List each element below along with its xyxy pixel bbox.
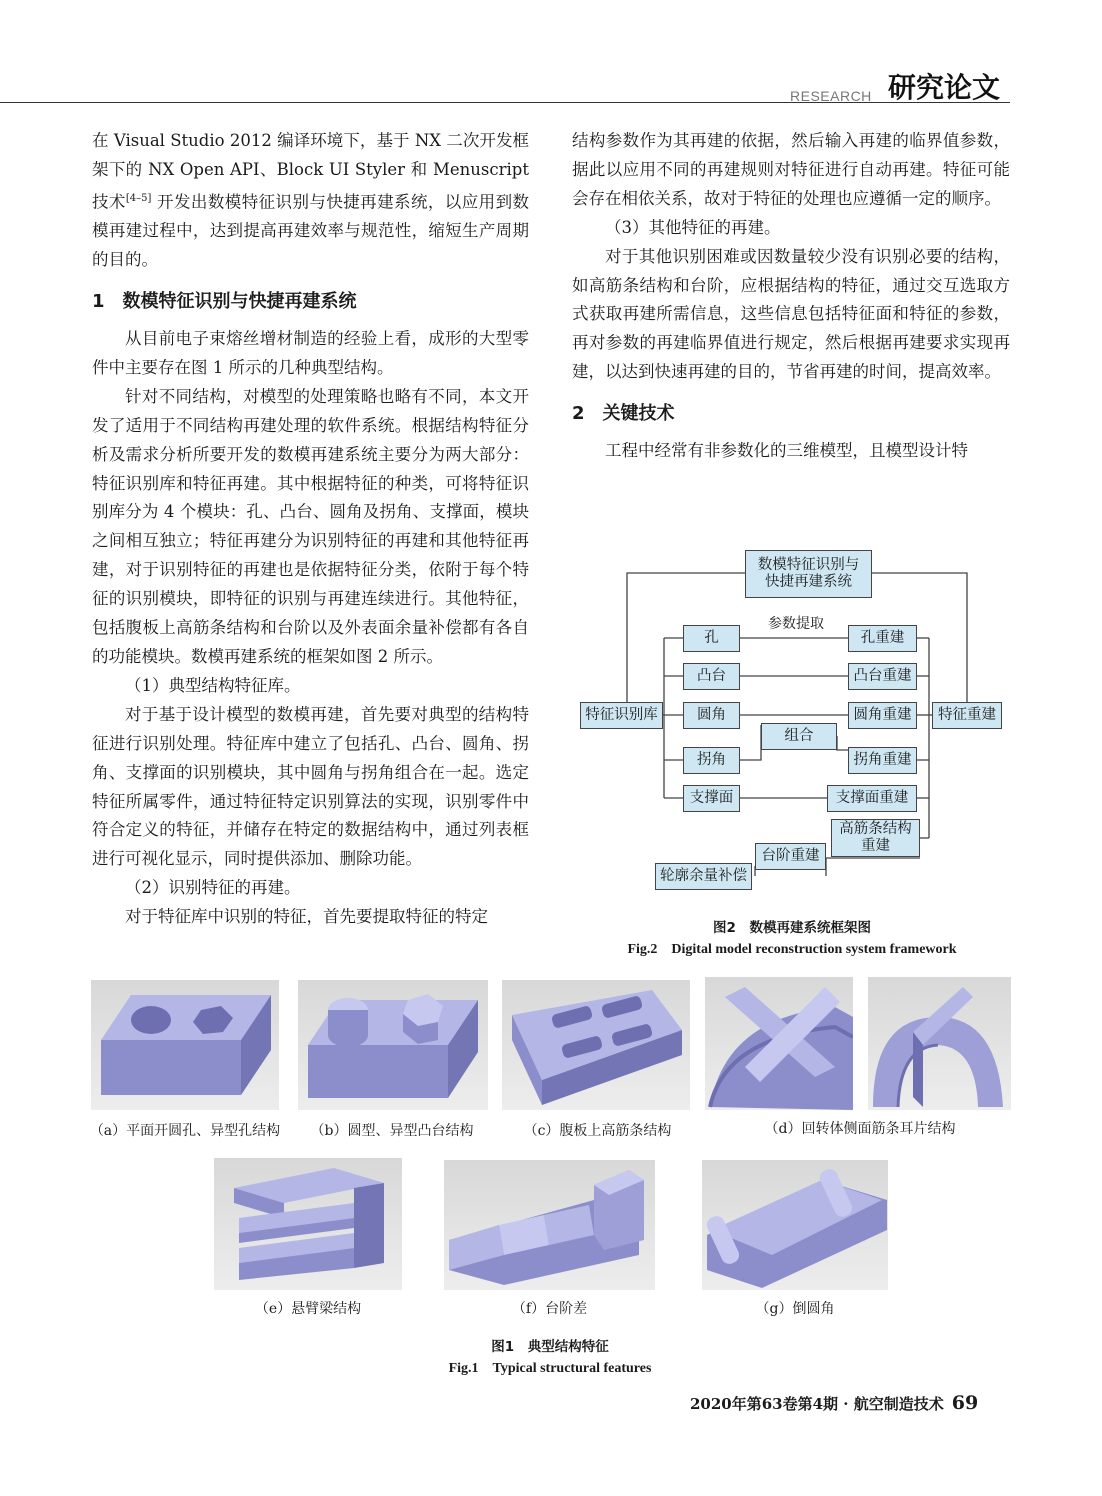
figure-1b-caption: （b）圆型、异型凸台结构 bbox=[310, 1123, 474, 1139]
figure-1c-image bbox=[502, 980, 690, 1110]
box-feature-rebuild: 特征重建 bbox=[932, 702, 1002, 729]
left-column bbox=[92, 127, 529, 932]
paragraph: （1）典型结构特征库。 bbox=[125, 675, 301, 695]
box-contour-compensation: 轮廓余量补偿 bbox=[655, 863, 752, 890]
figure-2-caption-en: Fig.2 Digital model reconstruction system framework bbox=[627, 942, 957, 957]
figure-1-caption-cn: 图1 典型结构特征 bbox=[491, 1339, 609, 1355]
figure-1e-image bbox=[214, 1158, 402, 1290]
section-heading-2: 2 关键技术 bbox=[572, 403, 675, 425]
figure-1d-image-left bbox=[705, 977, 853, 1110]
figure-2-caption-cn: 图2 数模再建系统框架图 bbox=[713, 920, 871, 936]
box-support-rebuild: 支撑面重建 bbox=[827, 785, 917, 812]
figure-1g-image bbox=[702, 1160, 888, 1290]
page-footer bbox=[690, 1392, 978, 1414]
section-heading-1: 1 数模特征识别与快捷再建系统 bbox=[92, 291, 357, 313]
header-rule bbox=[0, 102, 1010, 103]
figure-1c-caption: （c）腹板上高筋条结构 bbox=[523, 1123, 672, 1139]
journal-issue: 2020年第63卷第4期 · 航空制造技术 bbox=[690, 1395, 944, 1413]
figure-1f-caption: （f）台阶差 bbox=[511, 1301, 588, 1317]
paragraph: 对于基于设计模型的数模再建，首先要对典型的结构特征进行识别处理。特征库中建立了包括孔、凸台、圆角、拐角、支撑面的识别模块，其中圆角与拐角组合在一起。选定特征所属零件，通过特征特定识别算法的实现，识别零件中符合定义的特征，并储存在特定的数据结构中，通过列表框进行可视化显示，同时提供添加、删除功能。 bbox=[92, 704, 529, 869]
citation: [4–5] bbox=[125, 192, 152, 204]
header-section-title: 研究论文 bbox=[888, 71, 1001, 104]
figure-1d-caption: （d）回转体侧面筋条耳片结构 bbox=[764, 1121, 956, 1137]
box-combo: 组合 bbox=[761, 723, 837, 750]
paragraph: 在 Visual Studio 2012 编译环境下，基于 NX 二次开发框架下的 NX Open API、Block UI Styler 和 Menuscript 技术[4–5] 开发出数模特征识别与快捷再建系统，以应用到数模再建过程中，达到提高再建效率与规范性，缩短生产周期的目的。 bbox=[92, 131, 530, 270]
box-boss: 凸台 bbox=[683, 663, 740, 690]
box-fillet-rebuild: 圆角重建 bbox=[848, 702, 917, 729]
box-step-rebuild: 台阶重建 bbox=[755, 843, 826, 870]
figure-1g-caption: （g）倒圆角 bbox=[755, 1301, 835, 1317]
figure-1a-caption: （a）平面开圆孔、异型孔结构 bbox=[89, 1123, 281, 1139]
box-rib-rebuild: 高筋条结构 重建 bbox=[831, 819, 920, 857]
figure-1a-image bbox=[91, 980, 279, 1110]
label-param-extract: 参数提取 bbox=[768, 616, 824, 632]
box-hole-rebuild: 孔重建 bbox=[848, 625, 917, 652]
paragraph: （3）其他特征的再建。 bbox=[605, 217, 781, 237]
figure-1f-image bbox=[444, 1160, 655, 1290]
paragraph: 从目前电子束熔丝增材制造的经验上看，成形的大型零件中主要存在图 1 所示的几种典型结构。 bbox=[92, 329, 529, 377]
paragraph: （2）识别特征的再建。 bbox=[125, 878, 301, 898]
paragraph: 对于其他识别困难或因数量较少没有识别必要的结构，如高筋条结构和台阶，应根据结构的特征，通过交互选取方式获取再建所需信息，这些信息包括特征面和特征的参数，再对参数的再建临界值进行规定，然后根据再建要求实现再建，以达到快速再建的目的，节省再建的时间，提高效率。 bbox=[572, 246, 1010, 382]
figure-1d-image-right bbox=[868, 977, 1011, 1110]
box-system-title: 数模特征识别与 快捷再建系统 bbox=[745, 550, 872, 598]
figure-1b-image bbox=[298, 980, 488, 1110]
box-corner: 拐角 bbox=[683, 747, 740, 774]
paragraph: 对于特征库中识别的特征，首先要提取特征的特定 bbox=[125, 907, 488, 927]
figure-1e-caption: （e）悬臂梁结构 bbox=[254, 1301, 362, 1317]
box-boss-rebuild: 凸台重建 bbox=[848, 663, 917, 690]
header-research: RESEARCH bbox=[790, 88, 872, 104]
right-column bbox=[572, 127, 1010, 466]
paragraph: 针对不同结构，对模型的处理策略也略有不同，本文开发了适用于不同结构再建处理的软件系统。根据结构特征分析及需求分析所要开发的数模再建系统主要分为两大部分：特征识别库和特征再建。其中根据特征的种类，可将特征识别库分为 4 个模块：孔、凸台、圆角及拐角、支撑面，模块之间相互独立；特征再建分为识别特征的再建和其他特征再建，对于识别特征的再建也是依据特征分类，依附于每个特征的识别模块，即特征的识别与再建连续进行。其他特征，包括腹板上高筋条结构和台阶以及外表面余量补偿都有各自的功能模块。数模再建系统的框架如图 2 所示。 bbox=[92, 386, 529, 666]
box-support: 支撑面 bbox=[683, 785, 740, 812]
box-corner-rebuild: 拐角重建 bbox=[848, 747, 917, 774]
page-number: 69 bbox=[951, 1392, 979, 1414]
box-hole: 孔 bbox=[683, 625, 740, 652]
figure-1-caption-en: Fig.1 Typical structural features bbox=[448, 1361, 652, 1376]
paragraph: 工程中经常有非参数化的三维模型，且模型设计特 bbox=[605, 441, 968, 461]
box-feature-library: 特征识别库 bbox=[580, 702, 663, 729]
box-fillet: 圆角 bbox=[683, 702, 740, 729]
figure-2-diagram bbox=[575, 540, 1015, 900]
paragraph: 结构参数作为其再建的依据，然后输入再建的临界值参数，据此以应用不同的再建规则对特征进行自动再建。特征可能会存在相依关系，故对于特征的处理也应遵循一定的顺序。 bbox=[572, 131, 1010, 208]
